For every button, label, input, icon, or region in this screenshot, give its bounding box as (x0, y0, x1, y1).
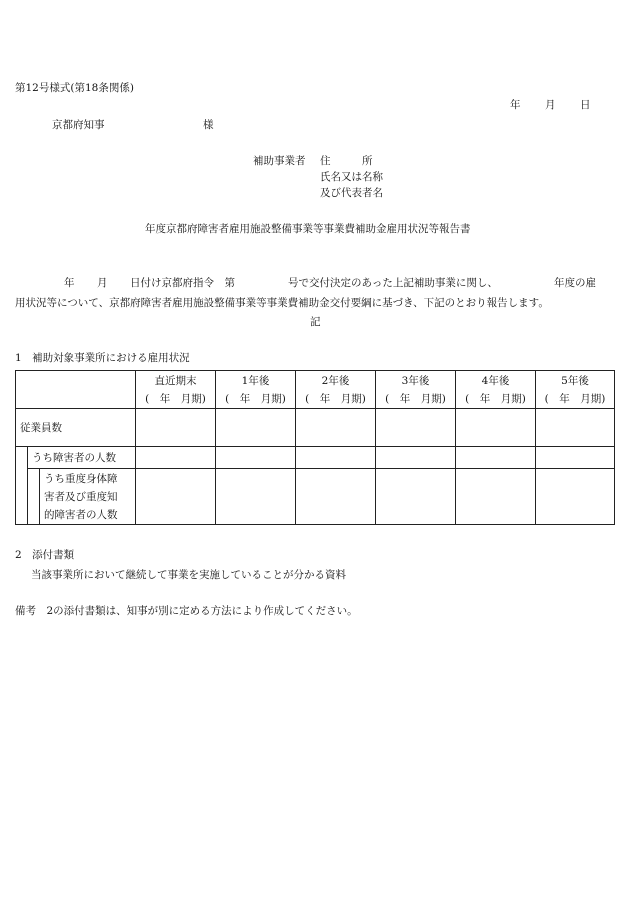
addressee-name: 京都府知事 (52, 119, 105, 131)
date-day: 日 (580, 99, 591, 111)
column-header (536, 371, 615, 409)
data-cell (216, 469, 296, 525)
table-row-disabled (16, 447, 615, 469)
data-cell (456, 447, 536, 469)
column-label: 4年後 (481, 374, 510, 387)
data-cell (216, 409, 296, 447)
row-label-severe (40, 469, 136, 525)
column-label: 3年後 (401, 374, 430, 387)
record-heading: 記 (310, 316, 321, 328)
table-row-severe (16, 469, 615, 525)
column-period: ( 年 月期) (465, 392, 526, 405)
date-month: 月 (545, 99, 556, 111)
data-cell (536, 409, 615, 447)
employment-table (15, 370, 615, 525)
addressee-honorific: 様 (203, 119, 214, 131)
data-cell (456, 409, 536, 447)
body-line-2: 用状況等について、京都府障害者雇用施設整備事業等事業費補助金交付要綱に基づき、下記のとおり報告します。 (15, 297, 549, 309)
remarks: 備考 2の添付書類は、知事が別に定める方法により作成してください。 (15, 605, 358, 617)
data-cell (456, 469, 536, 525)
column-label: 1年後 (241, 374, 270, 387)
column-period: ( 年 月期) (305, 392, 366, 405)
data-cell (536, 469, 615, 525)
applicant-representative: 及び代表者名 (320, 187, 383, 199)
column-period: ( 年 月期) (145, 392, 206, 405)
column-header (136, 371, 216, 409)
column-label: 2年後 (321, 374, 350, 387)
column-period: ( 年 月期) (225, 392, 286, 405)
section2-text: 当該事業所において継続して事業を実施していることが分かる資料 (31, 569, 346, 581)
applicant-name: 氏名又は名称 (320, 171, 383, 183)
data-cell (296, 409, 376, 447)
date-year: 年 (510, 99, 521, 111)
column-period: ( 年 月期) (385, 392, 446, 405)
data-cell (376, 469, 456, 525)
data-cell (136, 447, 216, 469)
indent-cell (28, 469, 40, 525)
document-title: 年度京都府障害者雇用施設整備事業等事業費補助金雇用状況等報告書 (145, 223, 471, 235)
data-cell (296, 447, 376, 469)
column-header (376, 371, 456, 409)
row-label-employees: 従業員数 (16, 409, 136, 447)
applicant-label: 補助事業者 (253, 155, 306, 167)
column-label: 直近期末 (154, 374, 197, 387)
column-header (296, 371, 376, 409)
data-cell (296, 469, 376, 525)
body-fiscal: 年度の雇 (554, 277, 596, 289)
column-label: 5年後 (561, 374, 589, 387)
data-cell (376, 447, 456, 469)
section1-heading: 1 補助対象事業所における雇用状況 (15, 352, 190, 364)
body-year: 年 (64, 277, 75, 289)
data-cell (216, 447, 296, 469)
data-cell (136, 469, 216, 525)
column-header (456, 371, 536, 409)
row-label-line: 的障害者の人数 (44, 508, 118, 521)
data-cell (376, 409, 456, 447)
body-month: 月 (97, 277, 108, 289)
header-blank-cell (16, 371, 136, 409)
body-date-prefix: 日付け京都府指令 第 (130, 277, 235, 289)
body-date-suffix: 号で交付決定のあった上記補助事業に関し、 (288, 277, 498, 289)
row-label-disabled: うち障害者の人数 (28, 447, 136, 469)
data-cell (536, 447, 615, 469)
indent-cell (16, 447, 28, 525)
applicant-address: 住 所 (320, 155, 373, 167)
column-header (216, 371, 296, 409)
table-header-row (16, 371, 615, 409)
data-cell (136, 409, 216, 447)
section2-heading: 2 添付書類 (15, 549, 75, 561)
row-label-line: 害者及び重度知 (44, 490, 118, 503)
row-label-line: うち重度身体障 (44, 472, 118, 485)
table-row-employees (16, 409, 615, 447)
form-number: 第12号様式(第18条関係) (15, 82, 134, 94)
column-period: ( 年 月期) (544, 392, 606, 405)
